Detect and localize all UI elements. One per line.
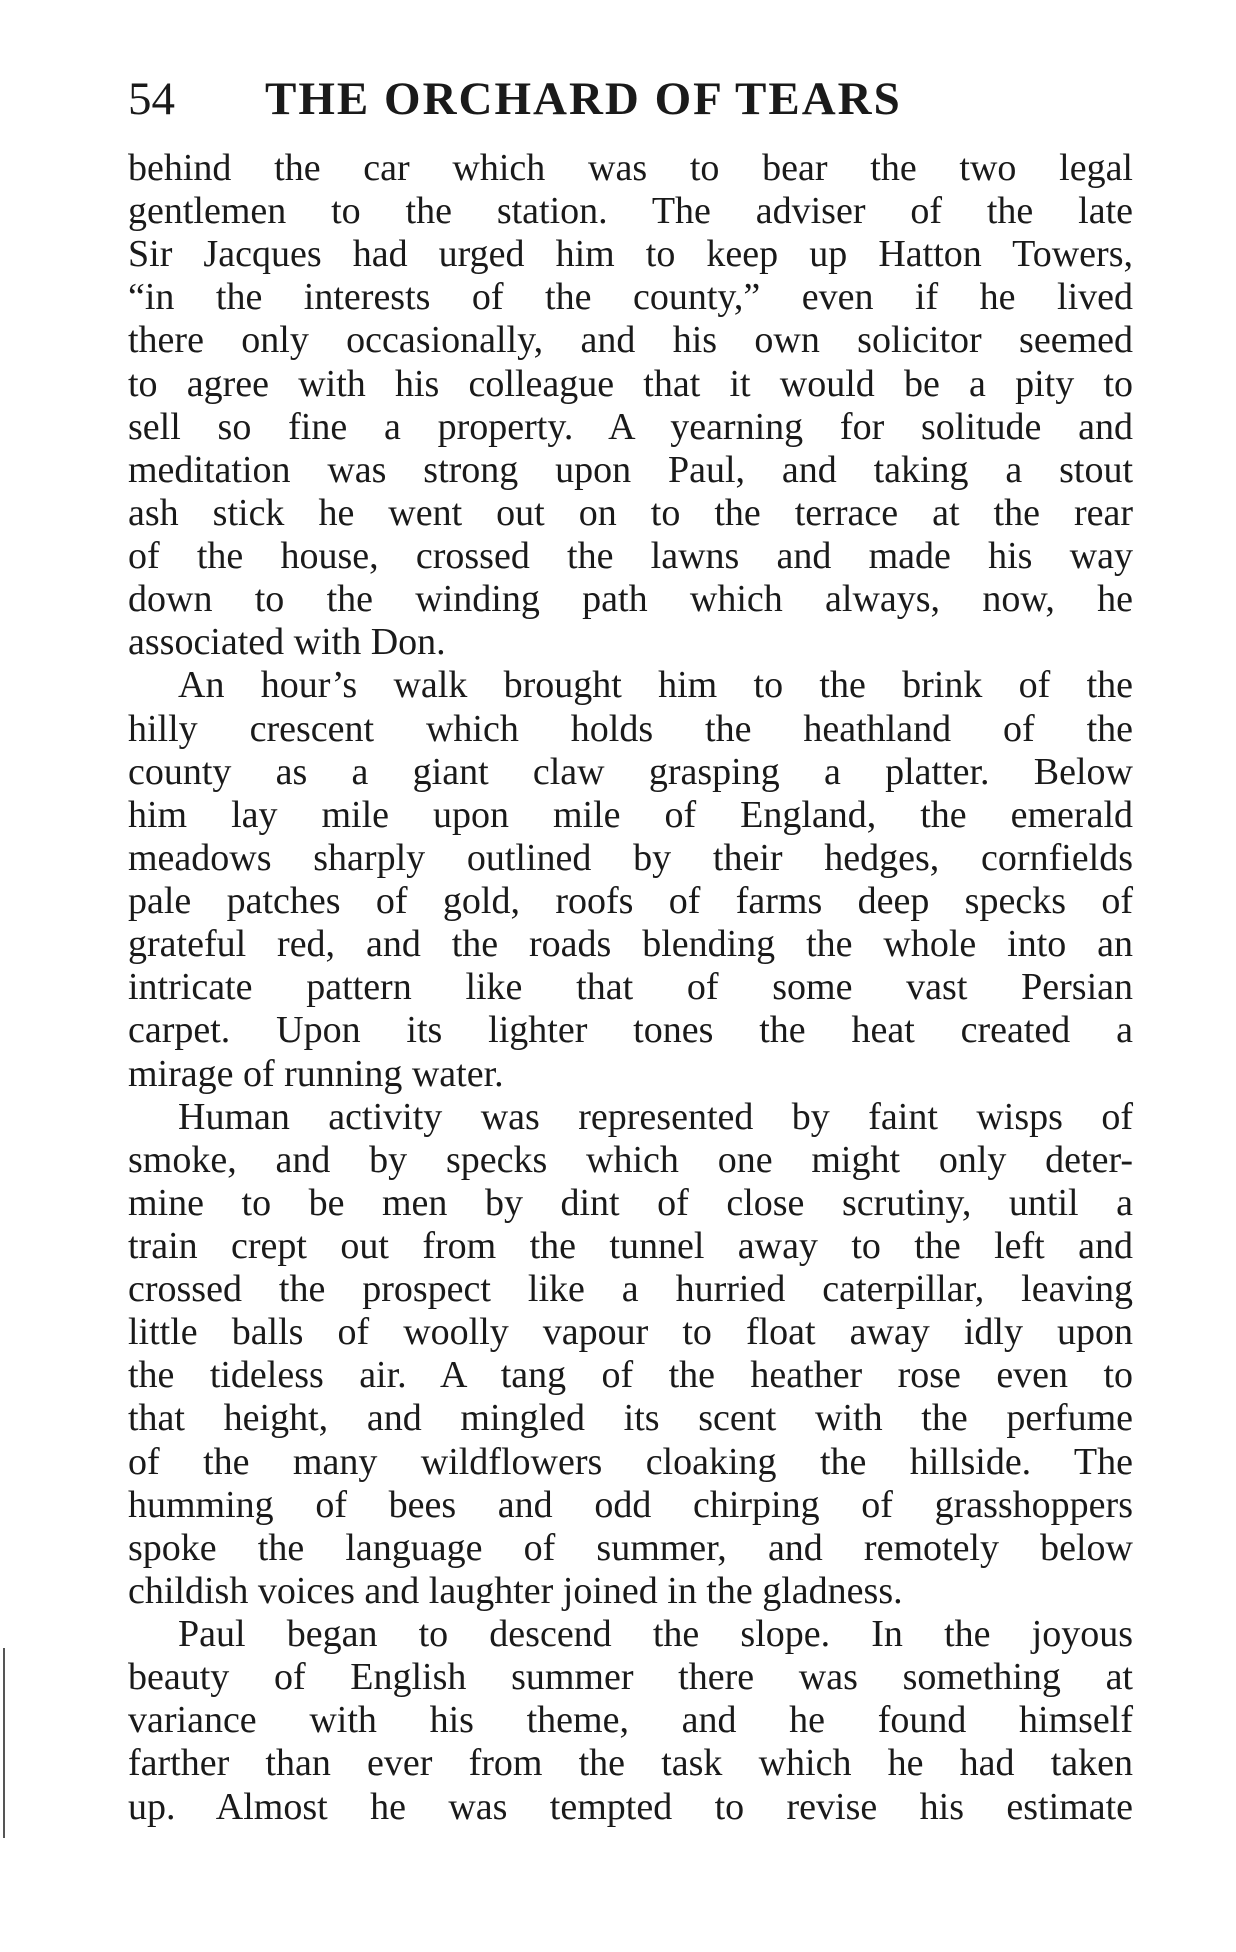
text-line: ash stick he went out on to the terrace at the rear [128,491,1133,534]
text-line: county as a giant claw grasping a platter. Below [128,750,1133,793]
text-line: crossed the prospect like a hurried caterpillar, leaving [128,1268,1133,1311]
page-number: 54 [128,73,175,125]
text-line: meadows sharply outlined by their hedges, cornfields [128,836,1133,879]
text-line: the tideless air. A tang of the heather rose even to [128,1354,1133,1397]
text-line: spoke the language of summer, and remotely below [128,1526,1133,1569]
text-line: childish voices and laughter joined in the gladness. [128,1569,903,1612]
text-line: that height, and mingled its scent with the perfume [128,1397,1133,1440]
text-line: mirage of running water. [128,1052,504,1095]
text-line: variance with his theme, and he found himself [128,1699,1133,1742]
text-line: humming of bees and odd chirping of grasshoppers [128,1483,1133,1526]
text-line: Sir Jacques had urged him to keep up Hatton Towers, [128,233,1133,276]
text-line: Human activity was represented by faint wisps of [178,1095,1133,1138]
text-line: train crept out from the tunnel away to the left and [128,1225,1133,1267]
text-line: Paul began to descend the slope. In the joyous [178,1613,1133,1656]
text-line: meditation was strong upon Paul, and taking a stout [128,448,1133,491]
text-line: pale patches of gold, roofs of farms deep specks of [128,880,1133,923]
text-line: mine to be men by dint of close scrutiny, until a [128,1181,1133,1224]
text-line: grateful red, and the roads blending the whole into an [128,923,1133,966]
text-line: carpet. Upon its lighter tones the heat created a [128,1009,1133,1052]
text-line: behind the car which was to bear the two legal [128,147,1133,189]
text-line: little balls of woolly vapour to float away idly upon [128,1311,1133,1354]
text-line: “in the interests of the county,” even if he lived [128,276,1133,319]
running-title: THE ORCHARD OF TEARS [265,73,902,125]
scan-margin-line [3,1648,5,1838]
text-line: up. Almost he was tempted to revise his estimate [128,1785,1133,1828]
text-line: hilly crescent which holds the heathland of the [128,707,1133,750]
text-line: beauty of English summer there was something at [128,1656,1133,1699]
text-line: smoke, and by specks which one might only deter- [128,1138,1133,1181]
text-line: to agree with his colleague that it would be a pity to [128,362,1133,405]
text-line: of the house, crossed the lawns and made his way [128,535,1133,578]
text-line: sell so fine a property. A yearning for solitude and [128,405,1133,448]
text-line: intricate pattern like that of some vast Persian [128,966,1133,1009]
text-line: associated with Don. [128,621,446,664]
text-line: down to the winding path which always, now, he [128,578,1133,621]
page-header [128,64,1133,134]
text-line: An hour’s walk brought him to the brink of the [178,664,1133,707]
text-line: farther than ever from the task which he had taken [128,1742,1133,1785]
text-line: gentlemen to the station. The adviser of the late [128,190,1133,233]
text-line: of the many wildflowers cloaking the hillside. The [128,1440,1133,1483]
text-line: him lay mile upon mile of England, the emerald [128,793,1133,836]
text-line: there only occasionally, and his own solicitor seemed [128,319,1133,362]
